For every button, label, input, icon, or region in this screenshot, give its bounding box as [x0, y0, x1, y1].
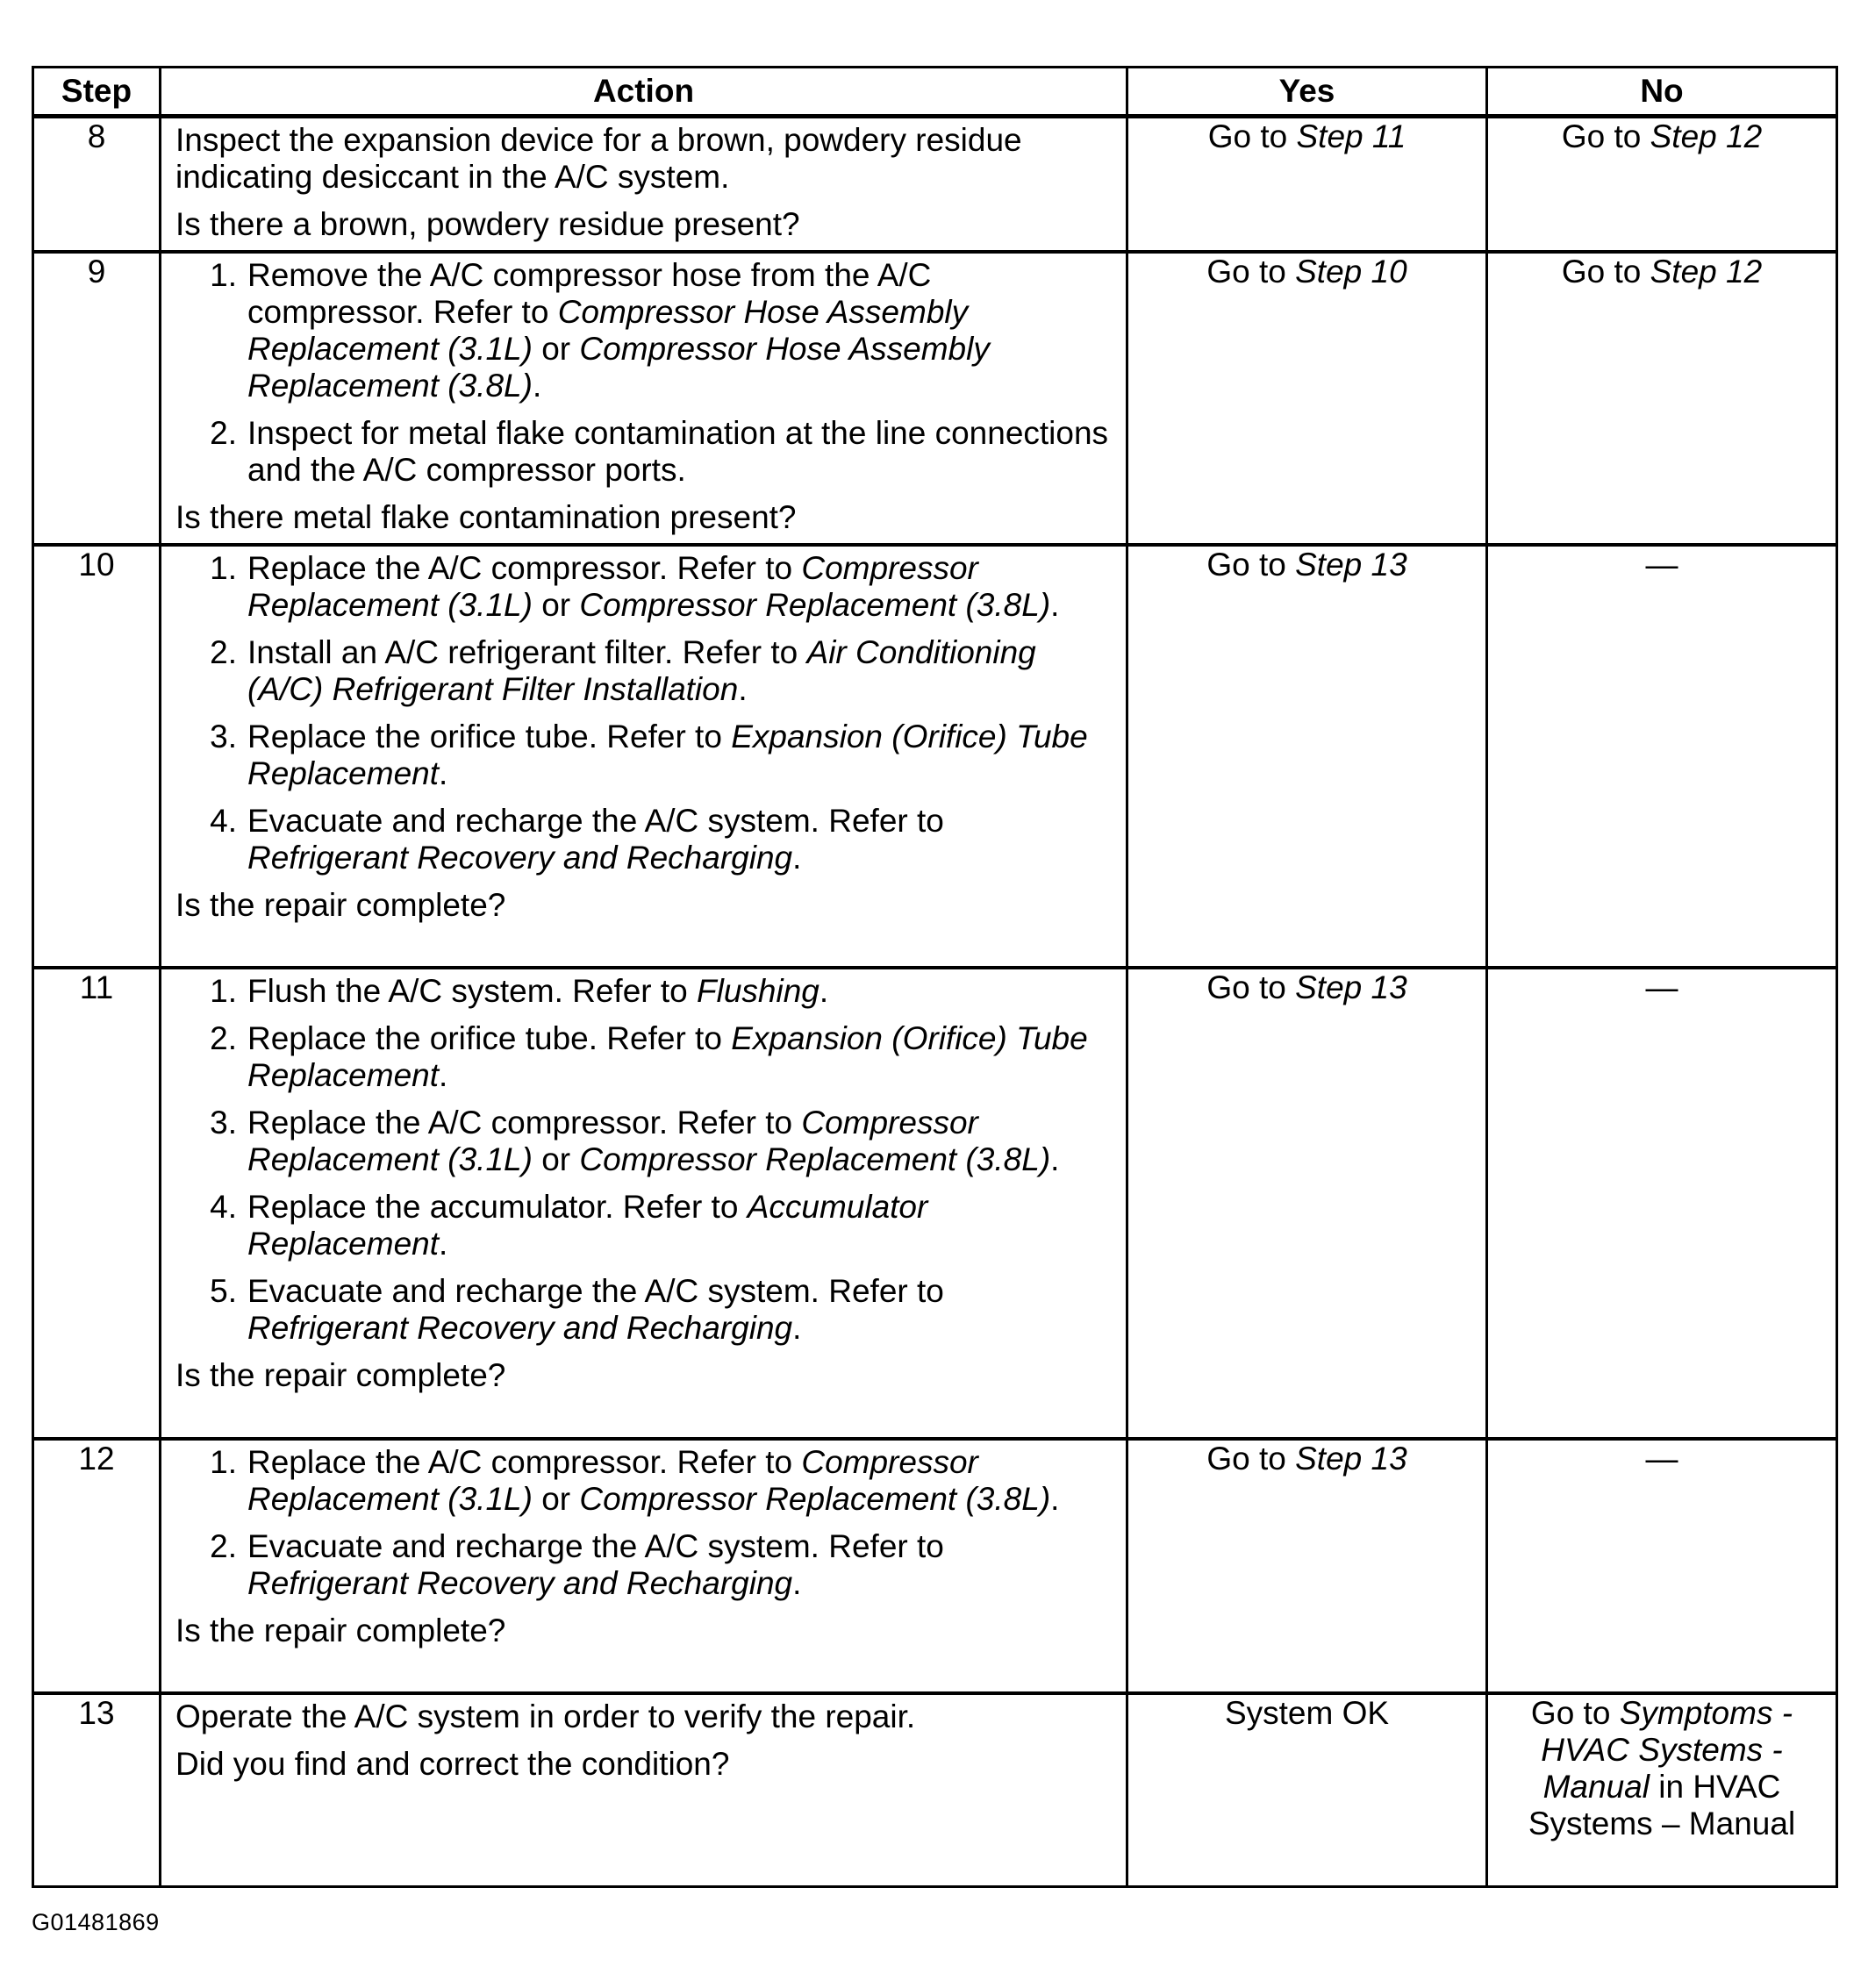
text-run: Remove the A/C compressor hose from the A/C compressor. Refer to	[247, 257, 932, 330]
text-run: .	[1050, 1141, 1060, 1177]
text-run: —	[1645, 969, 1678, 1005]
text-run: Go to	[1530, 1695, 1620, 1731]
no-cell	[1487, 1439, 1837, 1693]
reference-link-text: Compressor Replacement (3.1L)	[247, 550, 978, 623]
text-run: .	[532, 368, 542, 404]
list-item-number: 2.	[210, 1020, 237, 1056]
action-steps-list	[175, 1444, 1113, 1602]
list-item-text	[237, 1020, 1113, 1094]
text-run: Go to	[1206, 969, 1296, 1005]
action-steps-list	[175, 257, 1113, 489]
step-number: 8	[33, 117, 161, 253]
list-item-text	[237, 550, 1113, 624]
reference-link-text: Compressor Replacement (3.8L)	[579, 587, 1051, 623]
table-row	[33, 545, 1837, 968]
text-run: Replace the accumulator. Refer to	[247, 1189, 748, 1225]
reference-link-text: Air Conditioning (A/C) Refrigerant Filter Installation	[247, 634, 1036, 707]
text-run: Go to	[1207, 118, 1297, 154]
text-run: .	[792, 840, 802, 876]
text-run: Replace the A/C compressor. Refer to	[247, 1444, 802, 1480]
action-steps-list	[175, 550, 1113, 876]
list-item	[175, 257, 1113, 404]
reference-link-text: Accumulator Replacement	[247, 1189, 928, 1262]
list-item-number: 3.	[210, 1105, 237, 1141]
text-run: Inspect the expansion device for a brown, powdery residue indicating desiccant in the A/C system.	[175, 122, 1022, 195]
list-item-text	[237, 973, 1113, 1010]
list-item-number: 4.	[210, 803, 237, 839]
list-item-number: 1.	[210, 1444, 237, 1480]
table-row	[33, 968, 1837, 1439]
yes-cell	[1127, 968, 1487, 1439]
reference-link-text: Expansion (Orifice) Tube Replacement	[247, 719, 1088, 791]
list-item-number: 2.	[210, 1528, 237, 1564]
step-number: 12	[33, 1439, 161, 1693]
action-cell	[161, 545, 1127, 968]
action-cell	[161, 968, 1127, 1439]
reference-link-text: Compressor Hose Assembly Replacement (3.8L)	[247, 331, 990, 404]
reference-link-text: Step 10	[1295, 254, 1407, 290]
list-item-text	[237, 1273, 1113, 1347]
list-item	[175, 1444, 1113, 1518]
reference-link-text: Compressor Hose Assembly Replacement (3.1L)	[247, 294, 969, 367]
list-item-text	[237, 257, 1113, 404]
list-item-text	[237, 634, 1113, 708]
text-run: Go to	[1206, 254, 1296, 290]
list-item-number: 5.	[210, 1273, 237, 1309]
reference-link-text: Compressor Replacement (3.8L)	[579, 1481, 1051, 1517]
header-step: Step	[33, 68, 161, 117]
text-run: Evacuate and recharge the A/C system. Refer to	[247, 1273, 944, 1309]
no-cell	[1487, 252, 1837, 545]
reference-link-text: Refrigerant Recovery and Recharging	[247, 840, 793, 876]
reference-link-text: Compressor Replacement (3.1L)	[247, 1105, 978, 1177]
text-run: Replace the A/C compressor. Refer to	[247, 550, 802, 586]
text-run: .	[439, 1057, 448, 1093]
text-run: or	[532, 1141, 580, 1177]
no-cell	[1487, 1693, 1837, 1886]
text-run: —	[1645, 547, 1678, 583]
list-item	[175, 1273, 1113, 1347]
reference-link-text: Step 13	[1295, 1441, 1407, 1477]
figure-id: G01481869	[32, 1909, 160, 1935]
text-run: Go to	[1561, 254, 1650, 290]
action-steps-list	[175, 973, 1113, 1347]
action-intro	[175, 1698, 1113, 1735]
list-item	[175, 1020, 1113, 1094]
table-row	[33, 1693, 1837, 1886]
text-run: Replace the orifice tube. Refer to	[247, 1020, 732, 1056]
no-cell	[1487, 117, 1837, 253]
no-cell	[1487, 968, 1837, 1439]
step-number: 13	[33, 1693, 161, 1886]
list-item-text	[237, 1105, 1113, 1178]
list-item	[175, 973, 1113, 1010]
text-run: .	[792, 1310, 802, 1346]
reference-link-text: Step 13	[1295, 547, 1407, 583]
list-item-number: 3.	[210, 719, 237, 754]
list-item	[175, 415, 1113, 489]
text-run: Go to	[1561, 118, 1650, 154]
action-cell	[161, 1693, 1127, 1886]
header-action: Action	[161, 68, 1127, 117]
text-run: .	[439, 755, 448, 791]
step-question: Is the repair complete?	[175, 1613, 506, 1648]
list-item	[175, 1189, 1113, 1262]
text-run: in HVAC Systems – Manual	[1528, 1769, 1796, 1841]
yes-cell	[1127, 1693, 1487, 1886]
text-run: Replace the A/C compressor. Refer to	[247, 1105, 802, 1141]
text-run: —	[1645, 1441, 1678, 1477]
list-item-number: 2.	[210, 634, 237, 670]
reference-link-text: Refrigerant Recovery and Recharging	[247, 1310, 793, 1346]
list-item	[175, 1528, 1113, 1602]
list-item	[175, 634, 1113, 708]
text-run: Evacuate and recharge the A/C system. Refer to	[247, 803, 944, 839]
list-item	[175, 803, 1113, 876]
text-run: Evacuate and recharge the A/C system. Refer to	[247, 1528, 944, 1564]
step-question: Is the repair complete?	[175, 1357, 506, 1393]
list-item-text	[237, 1528, 1113, 1602]
action-paragraph	[175, 122, 1113, 196]
text-run: Operate the A/C system in order to verify the repair.	[175, 1698, 916, 1734]
step-number: 9	[33, 252, 161, 545]
reference-link-text: Step 12	[1650, 254, 1763, 290]
action-cell	[161, 252, 1127, 545]
text-run: .	[819, 973, 829, 1009]
header-no: No	[1487, 68, 1837, 117]
reference-link-text: Flushing	[697, 973, 819, 1009]
yes-cell	[1127, 545, 1487, 968]
list-item-number: 2.	[210, 415, 237, 451]
text-run: .	[1050, 1481, 1060, 1517]
list-item-number: 1.	[210, 550, 237, 586]
list-item	[175, 550, 1113, 624]
header-row	[33, 68, 1837, 117]
text-run: Replace the orifice tube. Refer to	[247, 719, 732, 754]
table-body	[33, 117, 1837, 1887]
reference-link-text: Compressor Replacement (3.8L)	[579, 1141, 1051, 1177]
action-cell	[161, 1439, 1127, 1693]
text-run: .	[738, 671, 748, 707]
step-number: 11	[33, 968, 161, 1439]
diagnostic-table	[32, 66, 1838, 1888]
header-yes: Yes	[1127, 68, 1487, 117]
text-run: Go to	[1206, 1441, 1296, 1477]
list-item-number: 4.	[210, 1189, 237, 1225]
no-cell	[1487, 545, 1837, 968]
text-run: or	[532, 587, 580, 623]
action-intro	[175, 122, 1113, 196]
table-row	[33, 1439, 1837, 1693]
list-item	[175, 719, 1113, 792]
reference-link-text: Compressor Replacement (3.1L)	[247, 1444, 978, 1517]
text-run: .	[1050, 587, 1060, 623]
reference-link-text: Symptoms - HVAC Systems - Manual	[1541, 1695, 1793, 1805]
step-question: Is the repair complete?	[175, 887, 506, 923]
reference-link-text: Step 11	[1296, 118, 1406, 154]
list-item-text	[237, 1189, 1113, 1262]
list-item-number: 1.	[210, 973, 237, 1009]
text-run: or	[532, 1481, 580, 1517]
list-item-text	[237, 415, 1113, 489]
text-run: Go to	[1206, 547, 1296, 583]
list-item-number: 1.	[210, 257, 237, 293]
yes-cell	[1127, 252, 1487, 545]
reference-link-text: Expansion (Orifice) Tube Replacement	[247, 1020, 1088, 1093]
list-item-text	[237, 803, 1113, 876]
step-question: Did you find and correct the condition?	[175, 1746, 730, 1782]
action-cell	[161, 117, 1127, 253]
table-row	[33, 117, 1837, 253]
text-run: or	[532, 331, 580, 367]
action-paragraph	[175, 1698, 1113, 1735]
table-row	[33, 252, 1837, 545]
text-run: .	[439, 1226, 448, 1262]
step-question: Is there metal flake contamination present?	[175, 499, 797, 535]
list-item	[175, 1105, 1113, 1178]
step-number: 10	[33, 545, 161, 968]
text-run: Install an A/C refrigerant filter. Refer to	[247, 634, 807, 670]
yes-cell	[1127, 117, 1487, 253]
yes-cell	[1127, 1439, 1487, 1693]
reference-link-text: Step 13	[1295, 969, 1407, 1005]
list-item-text	[237, 719, 1113, 792]
list-item-text	[237, 1444, 1113, 1518]
text-run: Flush the A/C system. Refer to	[247, 973, 698, 1009]
step-question: Is there a brown, powdery residue present?	[175, 206, 800, 242]
table-header	[33, 68, 1837, 117]
reference-link-text: Step 12	[1650, 118, 1763, 154]
text-run: Inspect for metal flake contamination at the line connections and the A/C compressor ports.	[247, 415, 1109, 488]
text-run: .	[792, 1565, 802, 1601]
reference-link-text: Refrigerant Recovery and Recharging	[247, 1565, 793, 1601]
text-run: System OK	[1224, 1695, 1390, 1731]
